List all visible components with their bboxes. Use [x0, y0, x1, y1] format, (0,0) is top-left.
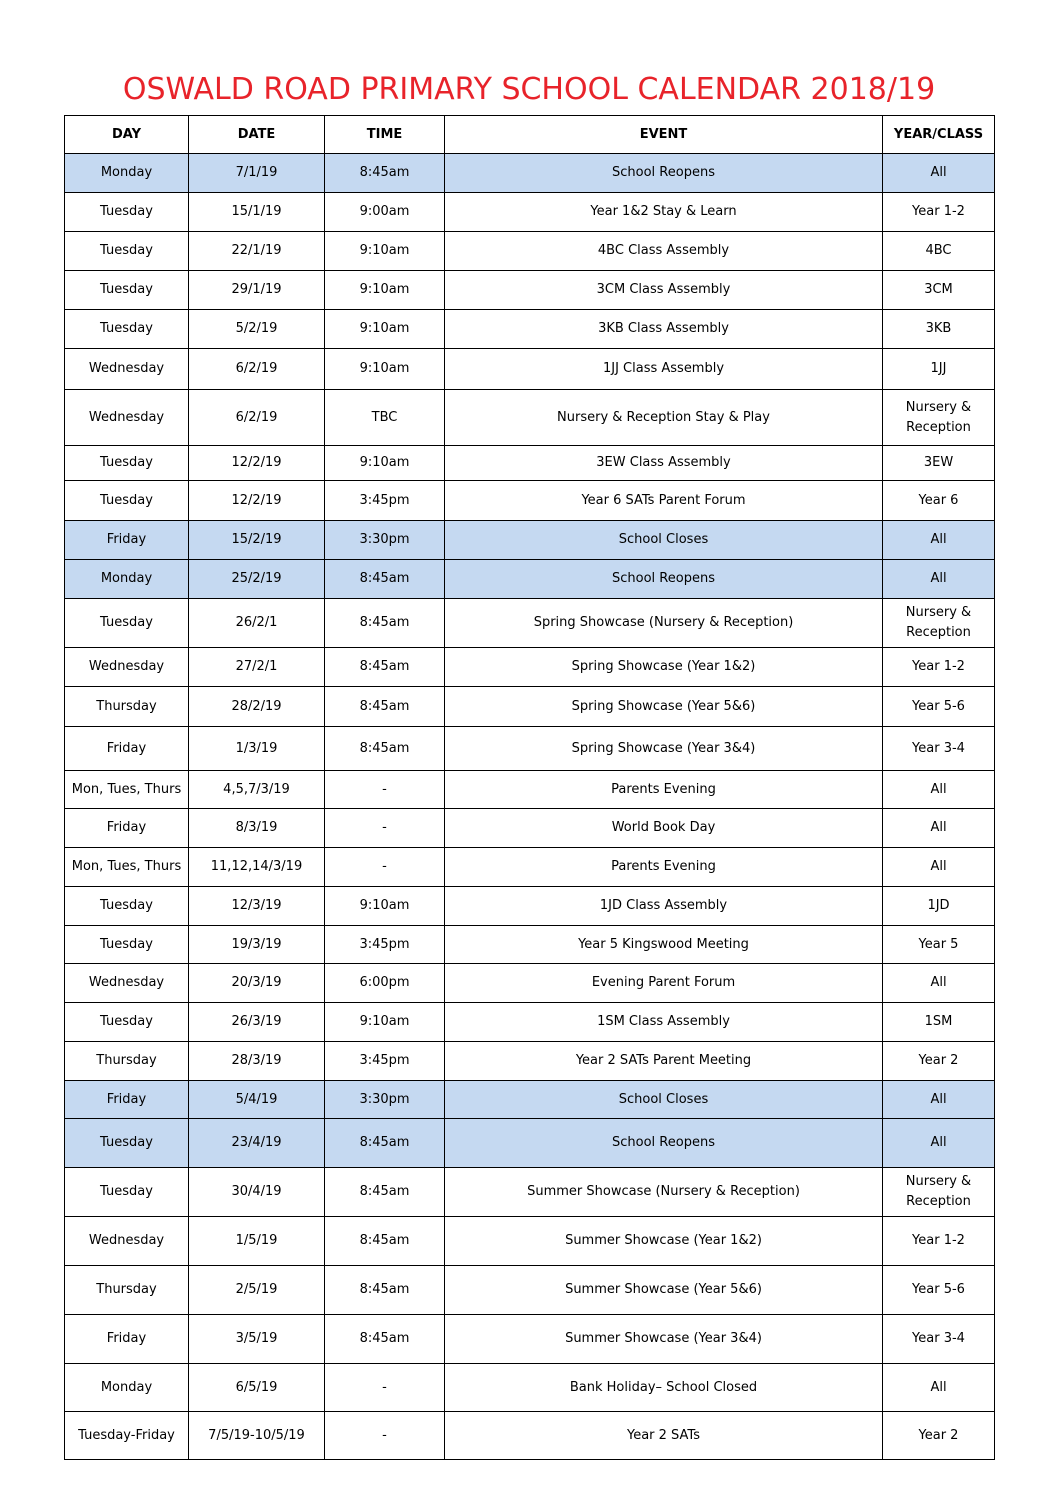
table-row: [65, 964, 995, 1003]
cell-year: Year 6: [883, 481, 995, 521]
cell-event: Summer Showcase (Year 5&6): [445, 1266, 883, 1315]
cell-day: Tuesday: [65, 1119, 189, 1168]
cell-date: 25/2/19: [189, 560, 325, 599]
cell-time: -: [325, 809, 445, 848]
cell-year: Year 5-6: [883, 1266, 995, 1315]
table-row: [65, 1364, 995, 1412]
cell-time: 8:45am: [325, 1119, 445, 1168]
cell-event: School Closes: [445, 1081, 883, 1119]
cell-day: Wednesday: [65, 390, 189, 446]
cell-day: Wednesday: [65, 349, 189, 390]
cell-event: Year 1&2 Stay & Learn: [445, 193, 883, 232]
cell-event: School Reopens: [445, 1119, 883, 1168]
cell-event: Year 2 SATs: [445, 1412, 883, 1460]
cell-event: 3EW Class Assembly: [445, 446, 883, 481]
cell-date: 12/3/19: [189, 887, 325, 926]
table-row: [65, 1315, 995, 1364]
cell-event: Summer Showcase (Nursery & Reception): [445, 1168, 883, 1217]
cell-time: 8:45am: [325, 1315, 445, 1364]
cell-year: Year 3-4: [883, 727, 995, 771]
cell-date: 2/5/19: [189, 1266, 325, 1315]
cell-year: All: [883, 771, 995, 809]
cell-year: Year 1-2: [883, 1217, 995, 1266]
table-row: [65, 1266, 995, 1315]
column-header-event: EVENT: [445, 116, 883, 154]
cell-year: All: [883, 154, 995, 193]
cell-day: Tuesday: [65, 481, 189, 521]
cell-date: 27/2/1: [189, 648, 325, 687]
cell-event: Parents Evening: [445, 848, 883, 887]
cell-time: -: [325, 1412, 445, 1460]
cell-date: 30/4/19: [189, 1168, 325, 1217]
cell-day: Mon, Tues, Thurs: [65, 848, 189, 887]
table-row: [65, 848, 995, 887]
table-row: [65, 1168, 995, 1217]
cell-day: Wednesday: [65, 648, 189, 687]
cell-date: 26/2/1: [189, 599, 325, 648]
cell-event: Year 5 Kingswood Meeting: [445, 926, 883, 964]
cell-event: Year 6 SATs Parent Forum: [445, 481, 883, 521]
table-row: [65, 887, 995, 926]
cell-time: 9:10am: [325, 446, 445, 481]
cell-date: 19/3/19: [189, 926, 325, 964]
cell-event: Spring Showcase (Year 5&6): [445, 687, 883, 727]
column-header-day: DAY: [65, 116, 189, 154]
cell-event: 4BC Class Assembly: [445, 232, 883, 271]
cell-date: 28/2/19: [189, 687, 325, 727]
table-row: [65, 1412, 995, 1460]
table-row: [65, 390, 995, 446]
cell-day: Tuesday: [65, 1168, 189, 1217]
cell-event: Spring Showcase (Year 1&2): [445, 648, 883, 687]
table-row: [65, 1042, 995, 1081]
cell-day: Friday: [65, 727, 189, 771]
cell-time: 6:00pm: [325, 964, 445, 1003]
cell-date: 1/3/19: [189, 727, 325, 771]
column-header-date: DATE: [189, 116, 325, 154]
cell-year: All: [883, 521, 995, 560]
cell-year: Year 2: [883, 1042, 995, 1081]
table-row: [65, 599, 995, 648]
cell-date: 26/3/19: [189, 1003, 325, 1042]
cell-event: 3CM Class Assembly: [445, 271, 883, 310]
cell-time: 3:45pm: [325, 481, 445, 521]
cell-date: 22/1/19: [189, 232, 325, 271]
cell-year: Nursery & Reception: [883, 390, 995, 446]
cell-year: Nursery & Reception: [883, 599, 995, 648]
cell-event: School Reopens: [445, 560, 883, 599]
cell-time: 3:30pm: [325, 1081, 445, 1119]
table-row: [65, 1003, 995, 1042]
cell-date: 6/2/19: [189, 390, 325, 446]
cell-time: 8:45am: [325, 648, 445, 687]
cell-year: Nursery & Reception: [883, 1168, 995, 1217]
cell-time: 3:45pm: [325, 926, 445, 964]
cell-time: TBC: [325, 390, 445, 446]
cell-time: -: [325, 771, 445, 809]
cell-year: 1JD: [883, 887, 995, 926]
table-row: [65, 481, 995, 521]
cell-day: Tuesday: [65, 193, 189, 232]
table-row: [65, 1081, 995, 1119]
cell-time: 8:45am: [325, 1266, 445, 1315]
cell-event: Bank Holiday– School Closed: [445, 1364, 883, 1412]
cell-year: Year 1-2: [883, 648, 995, 687]
table-row: [65, 648, 995, 687]
table-header: [65, 116, 995, 154]
cell-day: Friday: [65, 1081, 189, 1119]
cell-date: 29/1/19: [189, 271, 325, 310]
cell-day: Wednesday: [65, 1217, 189, 1266]
cell-year: 3KB: [883, 310, 995, 349]
cell-date: 23/4/19: [189, 1119, 325, 1168]
cell-time: 9:10am: [325, 232, 445, 271]
cell-event: Evening Parent Forum: [445, 964, 883, 1003]
cell-year: All: [883, 809, 995, 848]
cell-time: 9:10am: [325, 349, 445, 390]
cell-day: Tuesday: [65, 1003, 189, 1042]
cell-day: Friday: [65, 521, 189, 560]
cell-time: 9:10am: [325, 887, 445, 926]
page-title: OSWALD ROAD PRIMARY SCHOOL CALENDAR 2018/19: [122, 72, 936, 107]
table-row: [65, 926, 995, 964]
cell-year: All: [883, 1364, 995, 1412]
cell-day: Tuesday: [65, 310, 189, 349]
cell-year: Year 3-4: [883, 1315, 995, 1364]
cell-year: 1JJ: [883, 349, 995, 390]
cell-year: All: [883, 1081, 995, 1119]
cell-year: All: [883, 848, 995, 887]
cell-date: 28/3/19: [189, 1042, 325, 1081]
cell-time: -: [325, 1364, 445, 1412]
table-row: [65, 271, 995, 310]
table-row: [65, 1217, 995, 1266]
cell-event: Spring Showcase (Year 3&4): [445, 727, 883, 771]
cell-time: 8:45am: [325, 1217, 445, 1266]
cell-date: 15/1/19: [189, 193, 325, 232]
cell-date: 12/2/19: [189, 481, 325, 521]
cell-day: Mon, Tues, Thurs: [65, 771, 189, 809]
cell-time: 9:00am: [325, 193, 445, 232]
table-row: [65, 809, 995, 848]
table-row: [65, 310, 995, 349]
table-row: [65, 771, 995, 809]
cell-day: Tuesday: [65, 599, 189, 648]
cell-day: Wednesday: [65, 964, 189, 1003]
cell-time: 9:10am: [325, 271, 445, 310]
calendar-table: [64, 115, 995, 1460]
cell-date: 6/5/19: [189, 1364, 325, 1412]
cell-date: 6/2/19: [189, 349, 325, 390]
cell-date: 20/3/19: [189, 964, 325, 1003]
cell-date: 1/5/19: [189, 1217, 325, 1266]
cell-time: 9:10am: [325, 1003, 445, 1042]
cell-year: Year 5: [883, 926, 995, 964]
table-row: [65, 349, 995, 390]
cell-date: 3/5/19: [189, 1315, 325, 1364]
cell-date: 5/4/19: [189, 1081, 325, 1119]
cell-time: -: [325, 848, 445, 887]
table-row: [65, 154, 995, 193]
cell-event: 3KB Class Assembly: [445, 310, 883, 349]
cell-day: Thursday: [65, 1042, 189, 1081]
cell-time: 8:45am: [325, 1168, 445, 1217]
cell-time: 3:30pm: [325, 521, 445, 560]
cell-event: Spring Showcase (Nursery & Reception): [445, 599, 883, 648]
cell-date: 15/2/19: [189, 521, 325, 560]
cell-event: Summer Showcase (Year 3&4): [445, 1315, 883, 1364]
column-header-time: TIME: [325, 116, 445, 154]
cell-year: 3EW: [883, 446, 995, 481]
cell-event: Parents Evening: [445, 771, 883, 809]
cell-year: Year 1-2: [883, 193, 995, 232]
cell-day: Friday: [65, 809, 189, 848]
cell-day: Tuesday: [65, 232, 189, 271]
cell-day: Monday: [65, 1364, 189, 1412]
cell-year: All: [883, 964, 995, 1003]
cell-time: 8:45am: [325, 687, 445, 727]
cell-day: Tuesday: [65, 926, 189, 964]
cell-event: 1SM Class Assembly: [445, 1003, 883, 1042]
cell-day: Thursday: [65, 687, 189, 727]
cell-day: Monday: [65, 154, 189, 193]
table-row: [65, 727, 995, 771]
cell-time: 8:45am: [325, 154, 445, 193]
cell-event: Year 2 SATs Parent Meeting: [445, 1042, 883, 1081]
table-row: [65, 521, 995, 560]
cell-day: Tuesday: [65, 887, 189, 926]
cell-day: Tuesday: [65, 446, 189, 481]
cell-date: 8/3/19: [189, 809, 325, 848]
cell-year: 1SM: [883, 1003, 995, 1042]
cell-year: Year 2: [883, 1412, 995, 1460]
cell-time: 3:45pm: [325, 1042, 445, 1081]
cell-day: Thursday: [65, 1266, 189, 1315]
cell-date: 12/2/19: [189, 446, 325, 481]
cell-event: School Closes: [445, 521, 883, 560]
cell-date: 4,5,7/3/19: [189, 771, 325, 809]
cell-time: 9:10am: [325, 310, 445, 349]
cell-event: 1JJ Class Assembly: [445, 349, 883, 390]
table-body: [65, 154, 995, 1460]
table-row: [65, 1119, 995, 1168]
cell-time: 8:45am: [325, 599, 445, 648]
table-row: [65, 560, 995, 599]
cell-date: 7/5/19-10/5/19: [189, 1412, 325, 1460]
cell-event: School Reopens: [445, 154, 883, 193]
cell-year: 4BC: [883, 232, 995, 271]
cell-year: Year 5-6: [883, 687, 995, 727]
cell-year: 3CM: [883, 271, 995, 310]
table-row: [65, 193, 995, 232]
cell-date: 5/2/19: [189, 310, 325, 349]
column-header-year-class: YEAR/CLASS: [883, 116, 995, 154]
cell-time: 8:45am: [325, 727, 445, 771]
table-row: [65, 232, 995, 271]
cell-day: Tuesday: [65, 271, 189, 310]
cell-time: 8:45am: [325, 560, 445, 599]
cell-day: Monday: [65, 560, 189, 599]
cell-day: Tuesday-Friday: [65, 1412, 189, 1460]
cell-date: 7/1/19: [189, 154, 325, 193]
cell-event: Summer Showcase (Year 1&2): [445, 1217, 883, 1266]
cell-year: All: [883, 1119, 995, 1168]
table-row: [65, 687, 995, 727]
cell-day: Friday: [65, 1315, 189, 1364]
cell-event: Nursery & Reception Stay & Play: [445, 390, 883, 446]
cell-event: World Book Day: [445, 809, 883, 848]
cell-date: 11,12,14/3/19: [189, 848, 325, 887]
table-row: [65, 446, 995, 481]
cell-event: 1JD Class Assembly: [445, 887, 883, 926]
cell-year: All: [883, 560, 995, 599]
